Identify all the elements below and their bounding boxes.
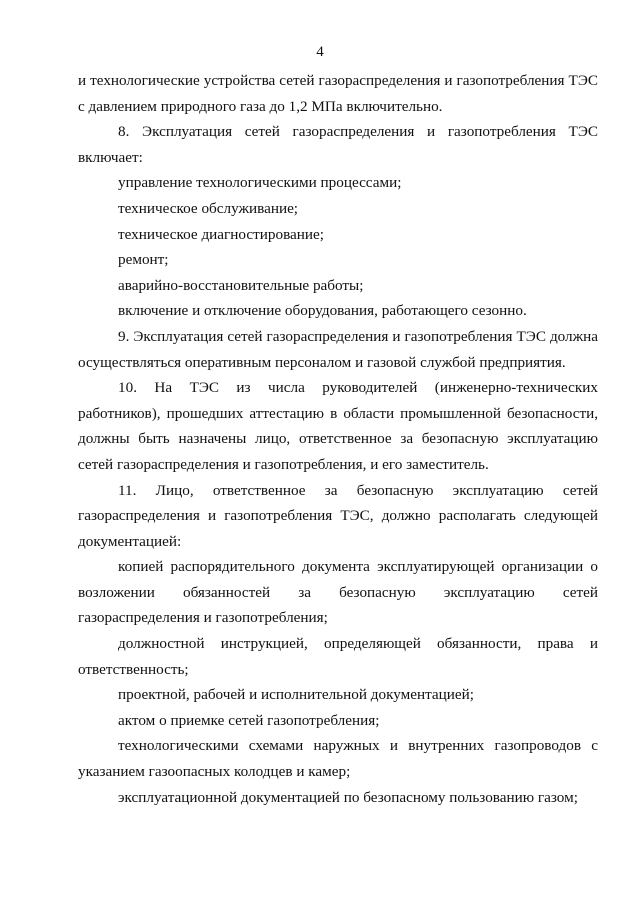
- paragraph-item-11: 11. Лицо, ответственное за безопасную эксплуатацию сетей газораспределения и газопотребления ТЭС, должно располагать следующей документацией:: [78, 481, 598, 550]
- paragraph-item-9: 9. Эксплуатация сетей газораспределения и газопотребления ТЭС должна осуществляться оперативным персоналом и газовой службой предприятия.: [78, 327, 598, 371]
- paragraph-item-8: 8. Эксплуатация сетей газораспределения и газопотребления ТЭС включает:: [78, 123, 598, 166]
- list-item: должностной инструкцией, определяющей обязанности, права и ответственность;: [78, 635, 598, 678]
- list-item: техническое диагностирование;: [118, 225, 324, 243]
- document-body: [78, 68, 598, 810]
- list-item: управление технологическими процессами;: [118, 174, 402, 192]
- list-item: аварийно-восстановительные работы;: [118, 276, 364, 294]
- list-item: проектной, рабочей и исполнительной документацией;: [118, 686, 475, 704]
- list-item: ремонт;: [118, 251, 169, 269]
- list-item: копией распорядительного документа эксплуатирующей организации о возложении обязанностей за безопасную эксплуатацию сетей газораспределения и газопотребления;: [78, 558, 598, 627]
- list-item: эксплуатационной документацией по безопасному пользованию газом;: [118, 788, 578, 806]
- list-item: техническое обслуживание;: [118, 199, 299, 217]
- list-item: актом о приемке сетей газопотребления;: [118, 711, 380, 729]
- paragraph-continuation: и технологические устройства сетей газораспределения и газопотребления ТЭС с давлением природного газа до 1,2 МПа включительно.: [78, 72, 598, 115]
- list-item: технологическими схемами наружных и внутренних газопроводов с указанием газоопасных колодцев и камер;: [78, 737, 598, 781]
- page-number: 4: [316, 44, 324, 60]
- list-item: включение и отключение оборудования, работающего сезонно.: [118, 302, 527, 320]
- paragraph-item-10: 10. На ТЭС из числа руководителей (инженерно-технических работников), прошедших аттестацию в области промышленной безопасности, должны быть назначены лицо, ответственное за безопасную эксплуатацию сетей газораспределения и газопотребления, и его заместитель.: [78, 379, 598, 473]
